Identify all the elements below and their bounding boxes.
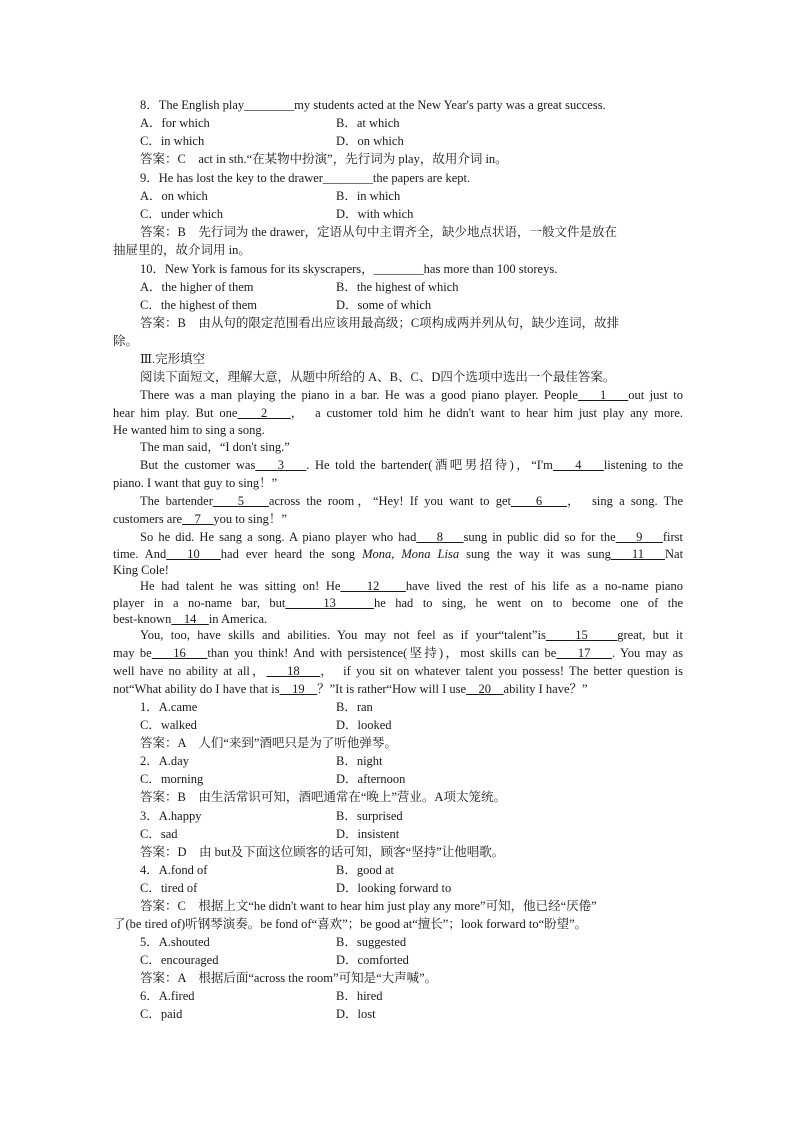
answer-4-line2: 了(be tired of)听钢琴演奏。be fond of“喜欢”；be good at“擅长”；look forward to“盼望”。 <box>113 917 588 931</box>
passage-line: piano. I want that guy to sing！” <box>113 476 278 490</box>
option-d: D．looked <box>336 718 392 732</box>
q9-options-row1 <box>140 188 683 205</box>
blank-7: 7 <box>194 512 201 526</box>
blank-1: 1 <box>599 388 607 402</box>
passage-line: He wanted him to sing a song. <box>113 423 265 437</box>
option-a: 6．A.fired <box>140 989 195 1003</box>
passage-line: So he did. He sang a song. A piano player who had 8 sung in public did so for the 9 first <box>140 530 683 544</box>
option-c: C．under which <box>140 207 223 221</box>
blank-17: 17 <box>577 646 591 660</box>
blank-6: 6 <box>535 494 543 508</box>
option-b: B．good at <box>336 863 394 877</box>
option-c: C．in which <box>140 134 205 148</box>
question-9: 9．He has lost the key to the drawer________the papers are kept. <box>140 171 471 185</box>
blank-9: 9 <box>636 530 643 544</box>
option-a: A．on which <box>140 189 208 203</box>
blank-10: 10 <box>187 547 200 561</box>
options-4-row1 <box>140 862 683 879</box>
blank-11: 11 <box>631 547 644 561</box>
options-1-row1 <box>140 699 683 716</box>
passage-line: hear him play. But one 2 ， a customer told him he didn't want to hear him just play any more. <box>113 406 684 420</box>
option-c: C．walked <box>140 718 197 732</box>
passage-line: There was a man playing the piano in a bar. He was a good piano player. People 1 out just to <box>140 388 683 402</box>
option-b: B．suggested <box>336 935 407 949</box>
answer-4-line1: 答案：C 根据上文“he didn't want to hear him just play any more”可知，他已经“厌倦” <box>140 899 597 913</box>
answer-1: 答案：A 人们“来到”酒吧只是为了听他弹琴。 <box>140 736 397 750</box>
q8-answer: 答案：C act in sth.“在某物中扮演”，先行词为 play，故用介词 in。 <box>140 152 508 166</box>
passage-line: not“What ability do I have that is 19 ？”It is rather“How will I use 20 ability I have？” <box>113 682 588 696</box>
q9-answer-line2: 抽屉里的，故介词用 in。 <box>113 243 251 257</box>
option-b: B．the highest of which <box>336 280 459 294</box>
q9-options-row2 <box>140 206 683 223</box>
option-b: B．at which <box>336 116 400 130</box>
options-2-row2 <box>140 771 683 788</box>
option-d: D．on which <box>336 134 404 148</box>
blank-13: 13 <box>323 596 336 610</box>
blank-12: 12 <box>366 579 380 593</box>
options-1-row2 <box>140 717 683 734</box>
passage-line: He had talent he was sitting on! He 12 have lived the rest of his life as a no-name piano <box>140 579 684 593</box>
option-a: 5．A.shouted <box>140 935 210 949</box>
blank-20: 20 <box>478 682 492 696</box>
options-5-row1 <box>140 934 683 951</box>
passage-line: player in a no-name bar, but 13 he had to sing, he went on to become one of the <box>113 596 684 610</box>
blank-15: 15 <box>575 628 588 642</box>
q10-options-row2 <box>140 297 683 314</box>
passage-line: You, too, have skills and abilities. You may not feel as if your“talent”is 15 great, but it <box>140 628 684 642</box>
option-c: C．tired of <box>140 881 198 895</box>
passage-line: The man said，“I don't sing.” <box>140 440 290 454</box>
options-4-row2 <box>140 880 683 897</box>
blank-4: 4 <box>575 458 582 472</box>
options-5-row2 <box>140 952 683 969</box>
option-c: C．the highest of them <box>140 298 257 312</box>
option-c: C．encouraged <box>140 953 219 967</box>
blank-19: 19 <box>292 682 305 696</box>
passage-line: customers are 7 you to sing！” <box>113 512 287 526</box>
blank-14: 14 <box>183 612 197 626</box>
options-6-row1 <box>140 988 683 1005</box>
passage-line: King Cole! <box>113 563 169 577</box>
question-8: 8．The English play________my students acted at the New Year's party was a great success. <box>140 98 606 112</box>
option-d: D．with which <box>336 207 414 221</box>
options-3-row2 <box>140 826 683 843</box>
option-c: C．morning <box>140 772 204 786</box>
options-6-row2 <box>140 1006 683 1023</box>
q10-options-row1 <box>140 279 683 296</box>
section-heading: Ⅲ.完形填空 <box>140 352 206 366</box>
option-c: C．sad <box>140 827 178 841</box>
option-b: B．in which <box>336 189 401 203</box>
q10-answer-line2: 除。 <box>113 334 139 348</box>
option-a: 3．A.happy <box>140 809 202 823</box>
option-a: A．for which <box>140 116 210 130</box>
passage-line: time. And 10 had ever heard the song Mona, Mona Lisa sung the way it was sung 11 Nat <box>113 547 684 561</box>
passage-line: best-known 14 in America. <box>113 612 268 626</box>
option-b: B．surprised <box>336 809 403 823</box>
option-d: D．lost <box>336 1007 376 1021</box>
blank-5: 5 <box>237 494 245 508</box>
option-c: C．paid <box>140 1007 183 1021</box>
answer-3: 答案：D 由 but及下面这位顾客的话可知，顾客“坚持”让他唱歌。 <box>140 845 505 859</box>
option-d: D．looking forward to <box>336 881 452 895</box>
option-d: D．some of which <box>336 298 432 312</box>
section-instruction: 阅读下面短文，理解大意，从题中所给的 A、B、C、D四个选项中选出一个最佳答案。 <box>140 370 616 384</box>
option-d: D．insistent <box>336 827 400 841</box>
blank-18: 18 <box>287 664 300 678</box>
passage-line: But the customer was 3 . He told the bartender(酒吧男招待)，“I'm 4 listening to the <box>140 458 684 472</box>
q8-options-row1 <box>140 115 683 132</box>
passage-line: may be 16 than you think! And with persistence(坚持)，most skills can be 17 . You may as <box>113 646 683 660</box>
answer-5: 答案：A 根据后面“across the room”可知是“大声喊”。 <box>140 971 438 985</box>
blank-3: 3 <box>277 458 284 472</box>
q9-answer-line1: 答案：B 先行词为 the drawer，定语从句中主谓齐全，缺少地点状语，一般文件是放在 <box>140 225 618 239</box>
option-b: B．hired <box>336 989 383 1003</box>
blank-16: 16 <box>173 646 186 660</box>
question-10: 10．New York is famous for its skyscrapers，________has more than 100 storeys. <box>140 262 558 276</box>
passage-line: The bartender 5 across the room，“Hey! If you want to get 6 ， sing a song. The <box>140 494 684 508</box>
answer-2: 答案：B 由生活常识可知，酒吧通常在“晚上”营业。A项太笼统。 <box>140 790 506 804</box>
option-a: A．the higher of them <box>140 280 254 294</box>
option-a: 2．A.day <box>140 754 189 768</box>
option-b: B．ran <box>336 700 373 714</box>
option-a: 4．A.fond of <box>140 863 208 877</box>
blank-8: 8 <box>436 530 444 544</box>
q10-answer-line1: 答案：B 由从句的限定范围看出应该用最高级；C项构成两并列从句，缺少连词，故排 <box>140 316 620 330</box>
blank-2: 2 <box>261 406 268 420</box>
song-title: Mona, Mona Lisa <box>362 547 460 561</box>
q8-options-row2 <box>140 133 683 150</box>
options-2-row1 <box>140 753 683 770</box>
option-d: D．comforted <box>336 953 409 967</box>
option-b: B．night <box>336 754 383 768</box>
passage-line: well have no ability at all， 18 ， if you sit on whatever talent you possess! The better question is <box>113 664 684 678</box>
option-a: 1．A.came <box>140 700 198 714</box>
option-d: D．afternoon <box>336 772 406 786</box>
options-3-row1 <box>140 808 683 825</box>
